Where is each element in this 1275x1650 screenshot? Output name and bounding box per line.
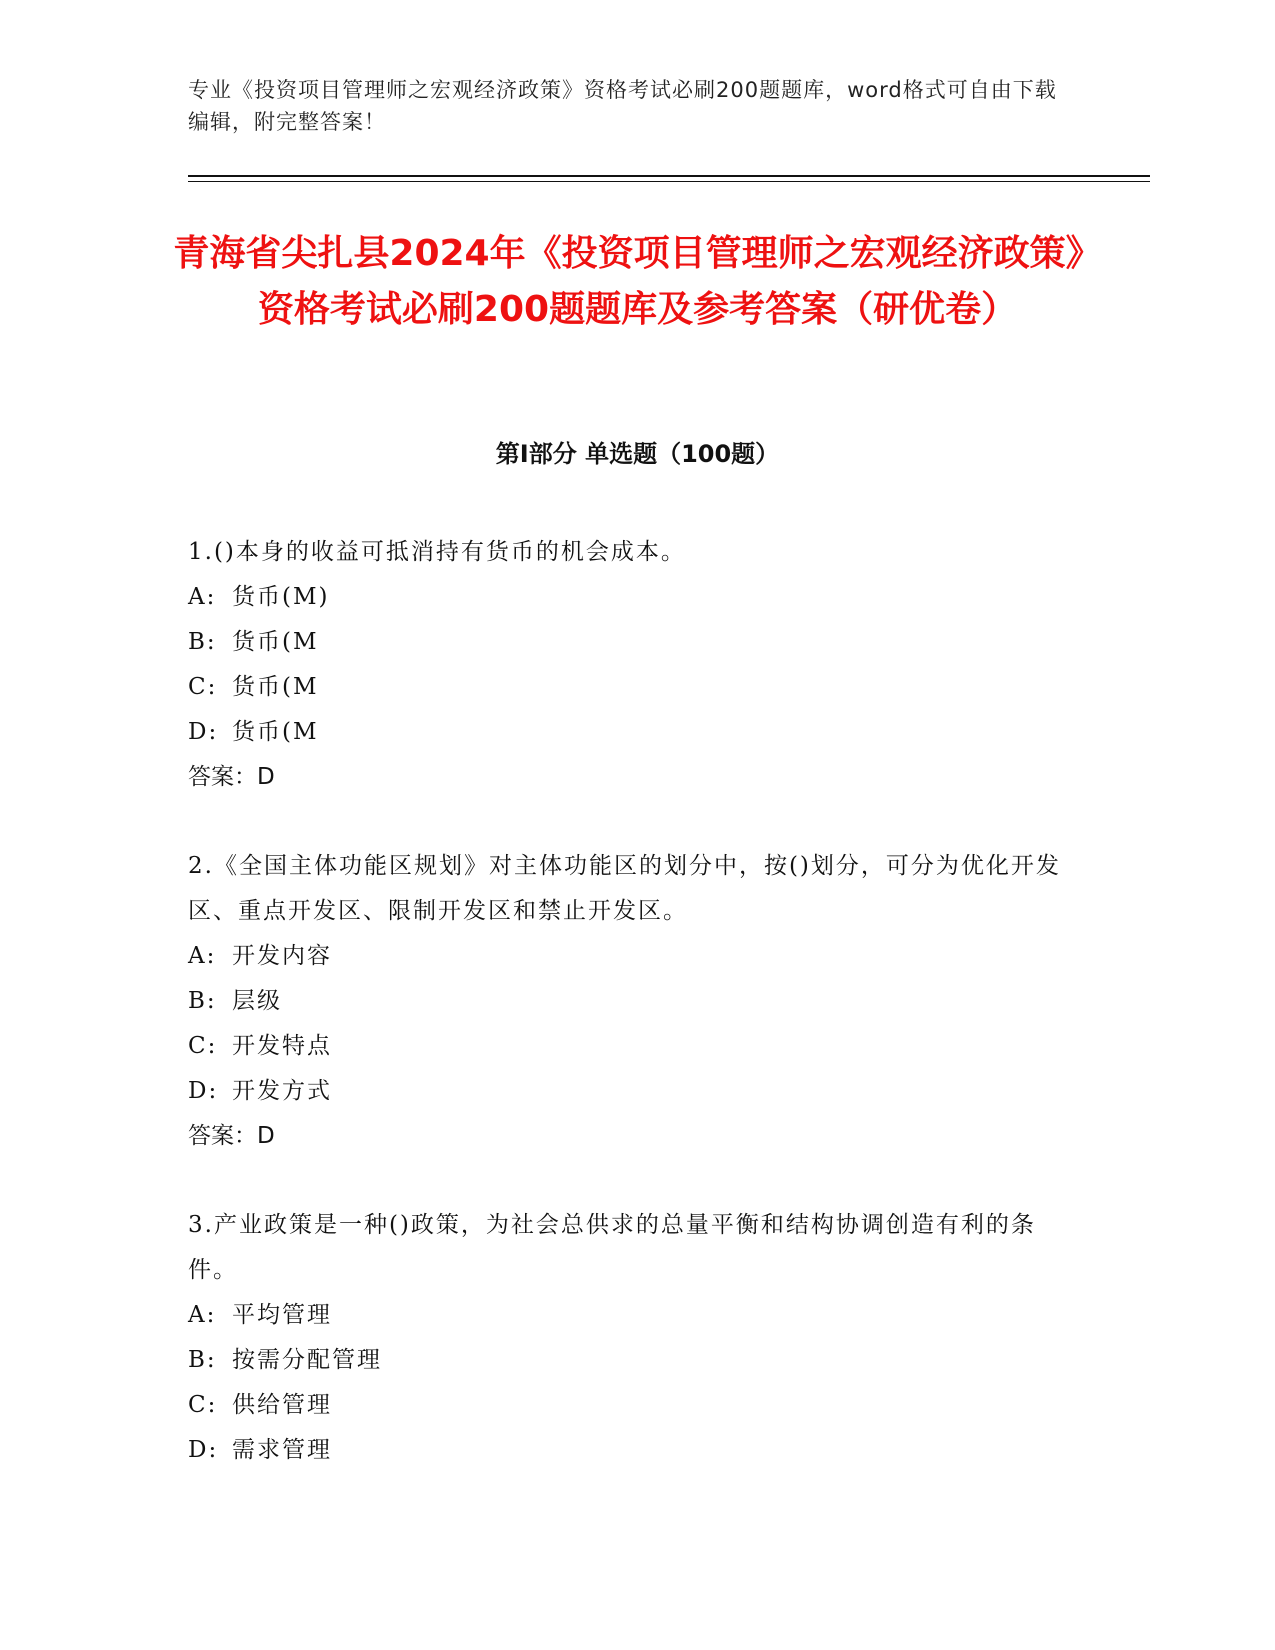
option-text: 需求管理 <box>232 1437 332 1463</box>
section-title: 第Ⅰ部分 单选题（100题） <box>495 440 780 468</box>
option-d <box>188 1428 1068 1473</box>
question-stem: 1.()本身的收益可抵消持有货币的机会成本。 <box>188 539 686 565</box>
option-text: 货币(M <box>232 719 319 745</box>
option-a <box>188 575 1068 620</box>
option-text: 层级 <box>232 988 282 1014</box>
option-letter: B: <box>188 629 217 655</box>
question-stem: 2.《全国主体功能区规划》对主体功能区的划分中，按()划分，可分为优化开发区、重点开发区、限制开发区和禁止开发区。 <box>188 853 1061 924</box>
option-letter: D: <box>188 719 219 745</box>
option-letter: A: <box>188 1302 217 1328</box>
option-d <box>188 1069 1068 1114</box>
option-letter: C: <box>188 674 218 700</box>
option-text: 开发方式 <box>232 1078 332 1104</box>
question-list <box>188 530 1068 1517</box>
option-d <box>188 710 1068 755</box>
question-2 <box>188 844 1068 1159</box>
option-letter: B: <box>188 988 217 1014</box>
option-letter: D: <box>188 1437 219 1463</box>
option-a <box>188 1293 1068 1338</box>
document-title: 青海省尖扎县2024年《投资项目管理师之宏观经济政策》资格考试必刷200题题库及参考答案（研优卷） <box>173 233 1102 330</box>
header-divider <box>188 175 1150 177</box>
option-c <box>188 665 1068 710</box>
option-letter: C: <box>188 1033 218 1059</box>
question-3 <box>188 1203 1068 1473</box>
option-letter: C: <box>188 1392 218 1418</box>
option-a <box>188 934 1068 979</box>
option-text: 平均管理 <box>232 1302 332 1328</box>
option-letter: A: <box>188 584 217 610</box>
option-text: 货币(M <box>232 629 319 655</box>
header-divider-thin <box>188 181 1150 182</box>
question-1 <box>188 530 1068 800</box>
option-c <box>188 1383 1068 1428</box>
option-c <box>188 1024 1068 1069</box>
option-text: 供给管理 <box>232 1392 332 1418</box>
option-text: 按需分配管理 <box>232 1347 382 1373</box>
option-letter: A: <box>188 943 217 969</box>
answer-line: 答案：D <box>188 764 275 790</box>
option-b <box>188 979 1068 1024</box>
option-text: 货币(M) <box>232 584 330 610</box>
answer-line: 答案：D <box>188 1123 275 1149</box>
option-b <box>188 1338 1068 1383</box>
option-letter: D: <box>188 1078 219 1104</box>
option-b <box>188 620 1068 665</box>
header-note: 专业《投资项目管理师之宏观经济政策》资格考试必刷200题题库，word格式可自由下载编辑，附完整答案！ <box>188 78 1057 134</box>
option-letter: B: <box>188 1347 217 1373</box>
option-text: 开发特点 <box>232 1033 332 1059</box>
question-stem: 3.产业政策是一种()政策，为社会总供求的总量平衡和结构协调创造有利的条件。 <box>188 1212 1036 1283</box>
option-text: 开发内容 <box>232 943 332 969</box>
option-text: 货币(M <box>232 674 319 700</box>
